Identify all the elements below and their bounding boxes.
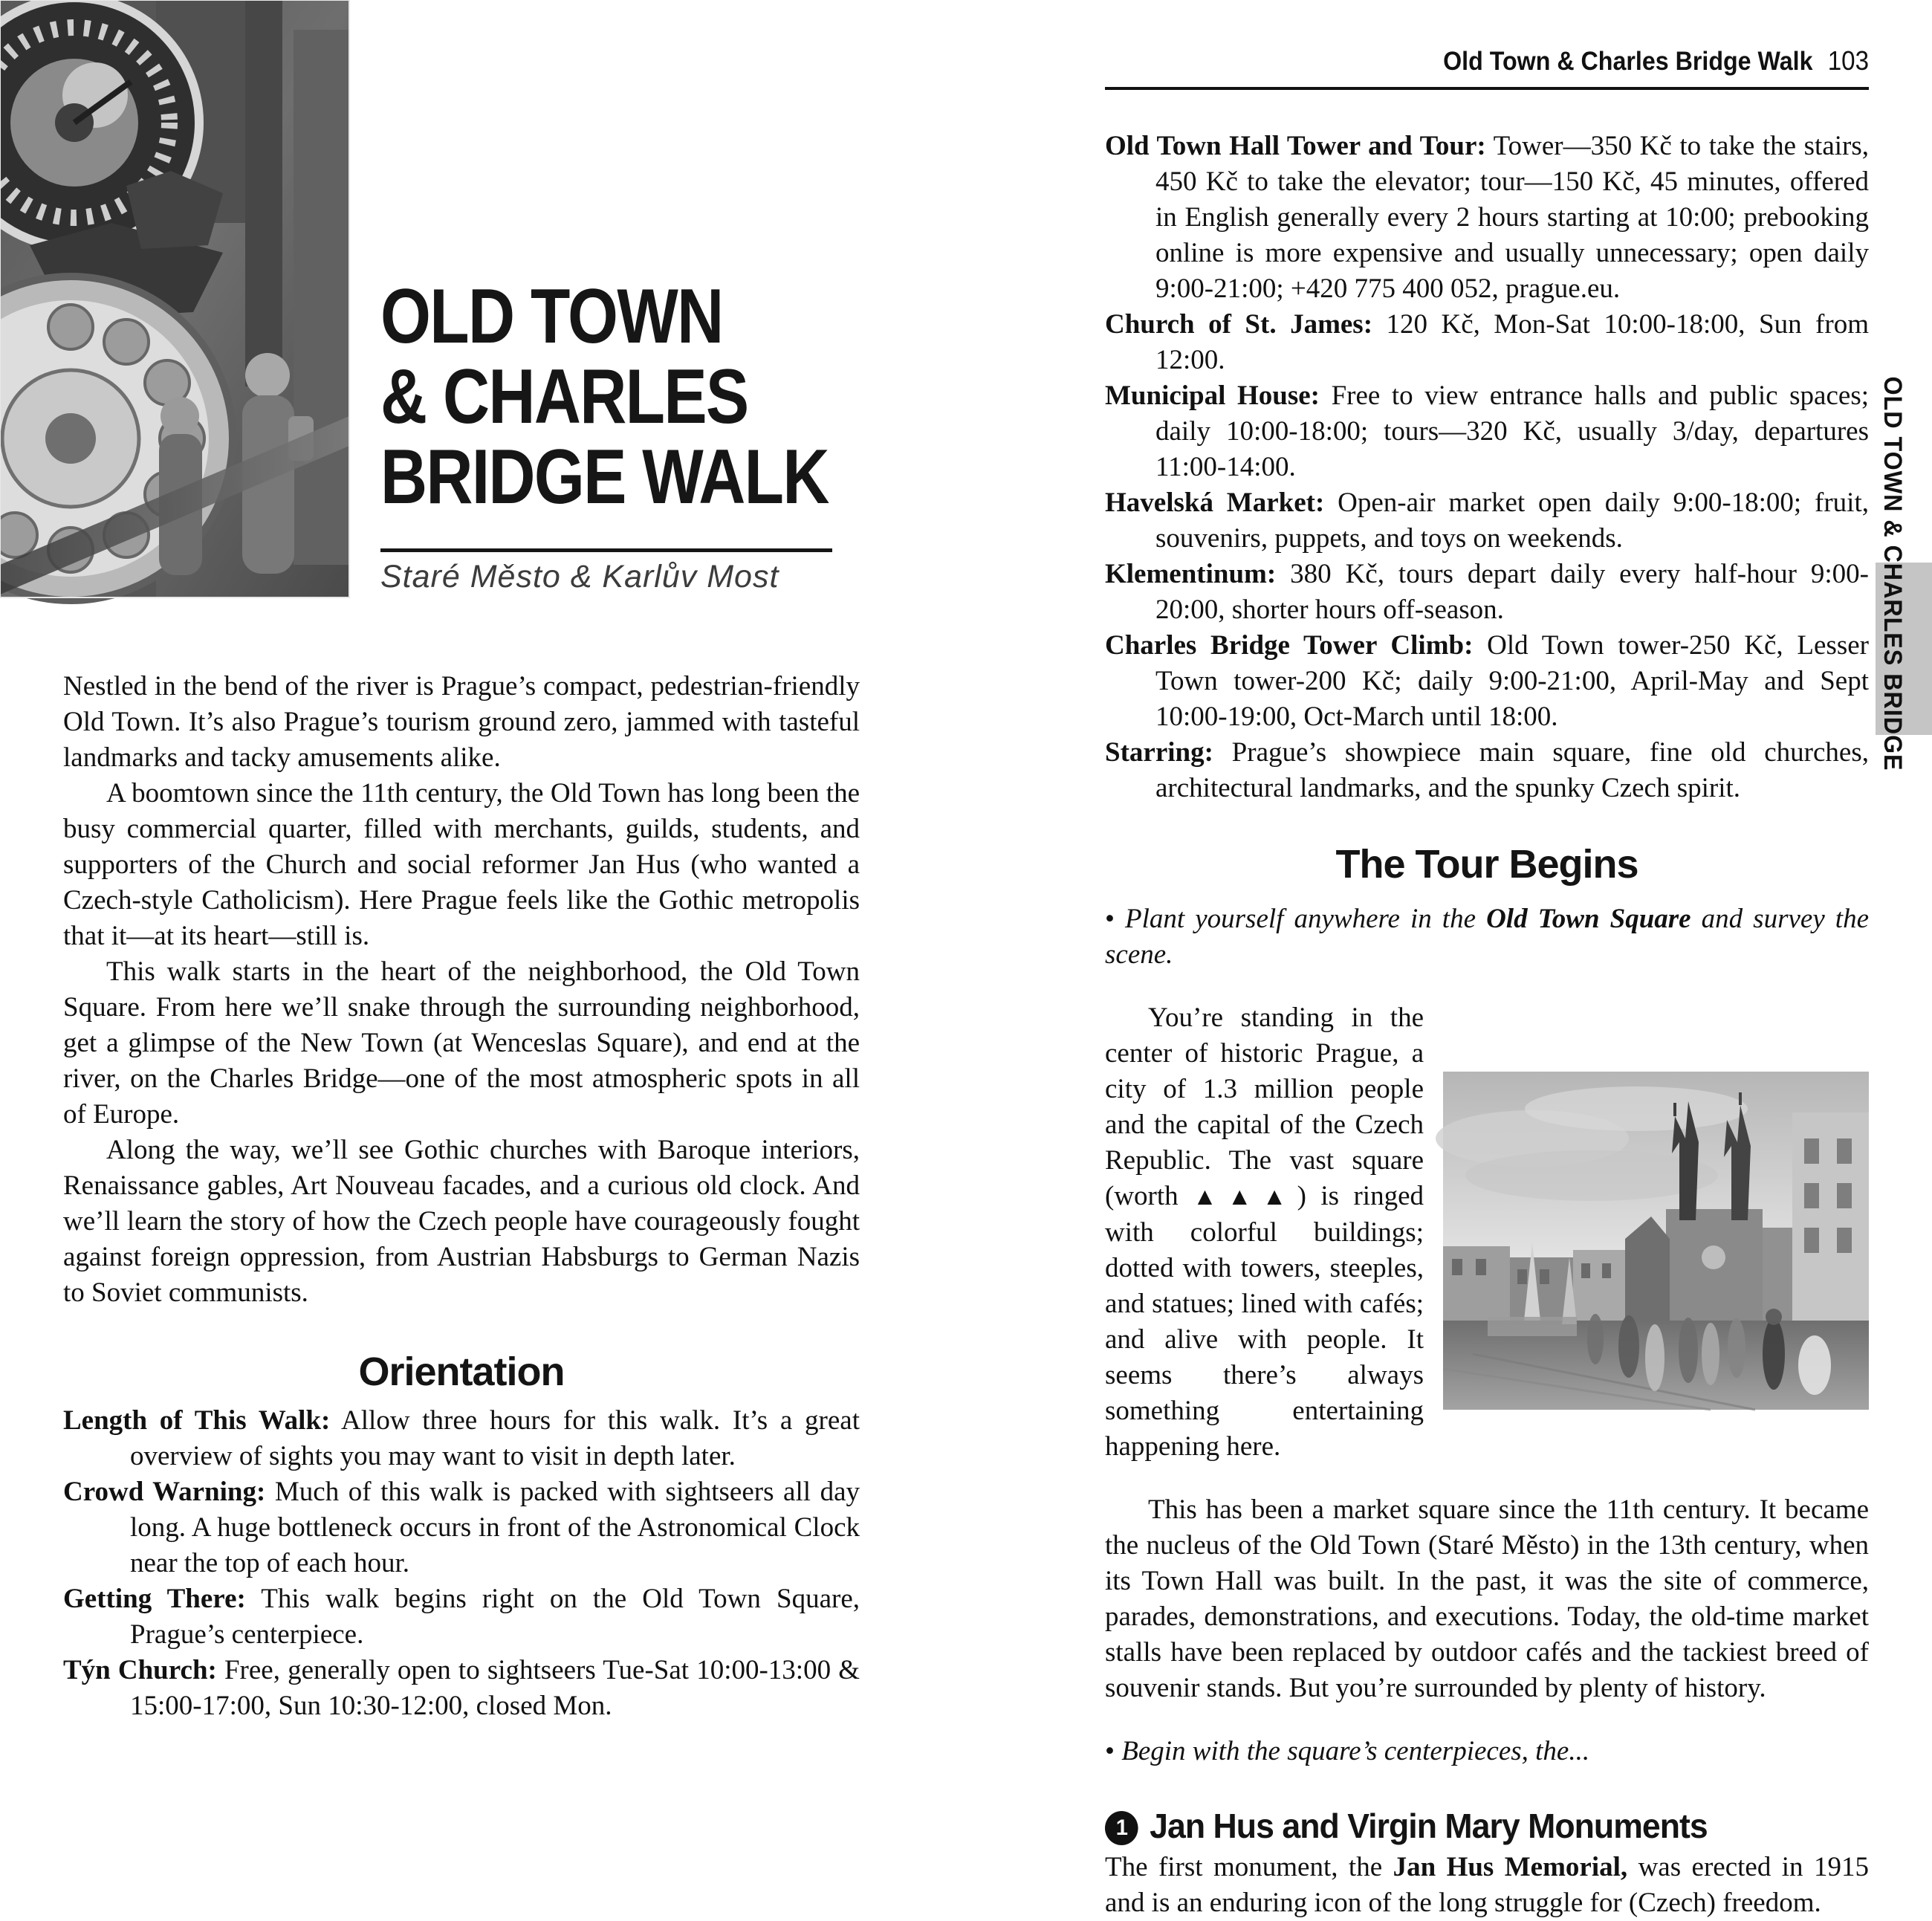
tour-paragraph-post: ) is ringed with colorful buildings; dotted with towers, steeples, and statues; lined with cafés; and alive with people. It seems there’s always something entertaining happening here.: [1105, 1181, 1424, 1462]
listing-entry: [1105, 557, 1869, 628]
listing-label: Church of St. James:: [1105, 309, 1373, 340]
tour-body: [1105, 1000, 1869, 1706]
chapter-tab-label: OLD TOWN & CHARLES BRIDGE: [1878, 376, 1907, 771]
begin-bullet: [1105, 1734, 1869, 1769]
listing-entry: [1105, 628, 1869, 735]
section-heading-text: Jan Hus and Virgin Mary Monuments: [1150, 1807, 1708, 1845]
sight-listings: [1105, 129, 1869, 806]
section-paragraph-pre: The first monument, the: [1105, 1852, 1393, 1882]
rating-triangles: ▲▲▲: [1193, 1184, 1297, 1211]
right-page-text-column: [1105, 43, 1869, 1921]
bullet-glyph: •: [1105, 904, 1115, 934]
listing-label: Klementinum:: [1105, 559, 1277, 589]
intro-paragraph: This walk starts in the heart of the neighborhood, the Old Town Square. From here we’ll snake through the surrounding neighborhood, get a glimpse of the New Town (at Wenceslas Square), and end at the river, on the Charles Bridge—one of the most atmospheric spots in all of Europe.: [63, 956, 860, 1130]
listing-entry: [1105, 307, 1869, 378]
listing-label: Havelská Market:: [1105, 487, 1325, 518]
listing-entry: [1105, 485, 1869, 557]
listing-entry: [1105, 378, 1869, 485]
chapter-title-line: BRIDGE WALK: [380, 434, 829, 521]
tour-intro-pre: Plant yourself anywhere in the: [1125, 904, 1487, 934]
intro-paragraph: Nestled in the bend of the river is Prague’s compact, pedestrian-friendly Old Town. It’s also Prague’s tourism ground zero, jammed with tasteful landmarks and tacky amusements alike.: [63, 671, 860, 773]
listing-label: Old Town Hall Tower and Tour:: [1105, 131, 1486, 161]
tour-intro-post: and survey the scene.: [1105, 904, 1869, 970]
section-paragraph-bold: Jan Hus Memorial,: [1393, 1852, 1628, 1882]
page-number: 103: [1827, 45, 1869, 76]
orientation-entry-text: Much of this walk is packed with sightseers all day long. A huge bottleneck occurs in front of the Astronomical Clock near the top of each hour.: [130, 1477, 860, 1578]
section-number-badge: 1: [1105, 1811, 1138, 1845]
orientation-entry: [63, 1653, 860, 1724]
astronomical-clock-photo: [0, 0, 349, 597]
intro-paragraph: Along the way, we’ll see Gothic churches with Baroque interiors, Renaissance gables, Art Nouveau facades, and a curious old clock. And we’ll learn the story of how the Czech people have courageously fought against foreign oppression, from Austrian Habsburgs to German Nazis to Soviet communists.: [63, 1135, 860, 1308]
listing-label: Municipal House:: [1105, 380, 1320, 411]
orientation-entry-label: Crowd Warning:: [63, 1477, 266, 1507]
listing-text: Old Town tower-250 Kč, Lesser Town tower-200 Kč; daily 9:00-21:00, April-May and Sept 10:00-19:00, Oct-March until 18:00.: [1155, 630, 1869, 732]
orientation-entry: [63, 1474, 860, 1581]
begin-bullet-text: Begin with the square’s centerpieces, the...: [1121, 1736, 1590, 1766]
tour-begins-heading: The Tour Begins: [1335, 842, 1638, 887]
listing-text: 120 Kč, Mon-Sat 10:00-18:00, Sun from 12:00.: [1155, 309, 1869, 375]
old-town-square-photo: [1443, 1072, 1869, 1410]
tour-intro-bullet: [1105, 901, 1869, 973]
tour-paragraph-pre: You’re standing in the center of historic Prague, a city of 1.3 million people and the capital of the Czech Republic. The vast square (worth: [1105, 1002, 1424, 1211]
orientation-entry-label: Getting There:: [63, 1584, 246, 1614]
orientation-entry: [63, 1403, 860, 1474]
listing-text: 380 Kč, tours depart daily every half-hour 9:00-20:00, shorter hours off-season.: [1155, 559, 1869, 625]
orientation-entry-label: Length of This Walk:: [63, 1405, 331, 1436]
listing-entry: [1105, 129, 1869, 307]
listing-text: Prague’s showpiece main square, fine old churches, architectural landmarks, and the spunky Czech spirit.: [1155, 737, 1869, 803]
title-underline: [380, 548, 832, 552]
header-rule: [1105, 87, 1869, 90]
tour-paragraph: This has been a market square since the 11th century. It became the nucleus of the Old Town (Staré Město) in the 13th century, when its Town Hall was built. In the past, it was the site of commerce, parades, demonstrations, and executions. Today, the old-time market stalls have been replaced by outdoor cafés and the tackiest breed of souvenir stands. But you’re surrounded by plenty of history.: [1105, 1494, 1869, 1703]
chapter-title-line: & CHARLES: [380, 354, 748, 441]
orientation-entry: [63, 1581, 860, 1653]
running-header: [1166, 43, 1869, 80]
orientation-entry-text: This walk begins right on the Old Town Square, Prague’s centerpiece.: [130, 1584, 860, 1650]
bullet-glyph: •: [1105, 1736, 1115, 1766]
intro-paragraph: A boomtown since the 11th century, the Old Town has long been the busy commercial quarter, filled with merchants, guilds, students, and supporters of the Church and social reformer Jan Hus (who wanted a Czech-style Catholicism). Here Prague feels like the Gothic metropolis that it—at its heart—still is.: [63, 778, 860, 951]
orientation-entry-label: Týn Church:: [63, 1655, 217, 1685]
chapter-title-line: OLD TOWN: [380, 273, 723, 360]
section-paragraph-post: was erected in 1915 and is an enduring icon of the long struggle for (Czech) freedom.: [1105, 1852, 1869, 1918]
orientation-entry-text: Allow three hours for this walk. It’s a great overview of sights you may want to visit in depth later.: [130, 1405, 860, 1471]
section-heading: [1105, 1808, 1846, 1845]
listing-label: Charles Bridge Tower Climb:: [1105, 630, 1474, 661]
left-page-text-column: [63, 669, 860, 1724]
section-paragraph: [1105, 1850, 1869, 1921]
running-header-title: Old Town & Charles Bridge Walk: [1443, 47, 1813, 76]
orientation-entry-text: Free, generally open to sightseers Tue-Sat 10:00-13:00 & 15:00-17:00, Sun 10:30-12:00, closed Mon.: [130, 1655, 860, 1721]
listing-entry: [1105, 735, 1869, 806]
listing-text: Free to view entrance halls and public spaces; daily 10:00-18:00; tours—320 Kč, usually 3/day, departures 11:00-14:00.: [1155, 380, 1869, 482]
orientation-heading: Orientation: [358, 1350, 565, 1394]
tour-intro-bold: Old Town Square: [1486, 904, 1691, 934]
listing-text: Tower—350 Kč to take the stairs, 450 Kč to take the elevator; tour—150 Kč, 45 minutes, offered in English generally every 2 hours starting at 10:00; prebooking online is more expensive and usually unnecessary; open daily 9:00-21:00; +420 775 400 052, prague.eu.: [1155, 131, 1869, 304]
chapter-subtitle: Staré Město & Karlův Most: [380, 559, 779, 595]
listing-text: Open-air market open daily 9:00-18:00; fruit, souvenirs, puppets, and toys on weekends.: [1155, 487, 1869, 554]
chapter-title: [380, 273, 855, 521]
listing-label: Starring:: [1105, 737, 1213, 768]
